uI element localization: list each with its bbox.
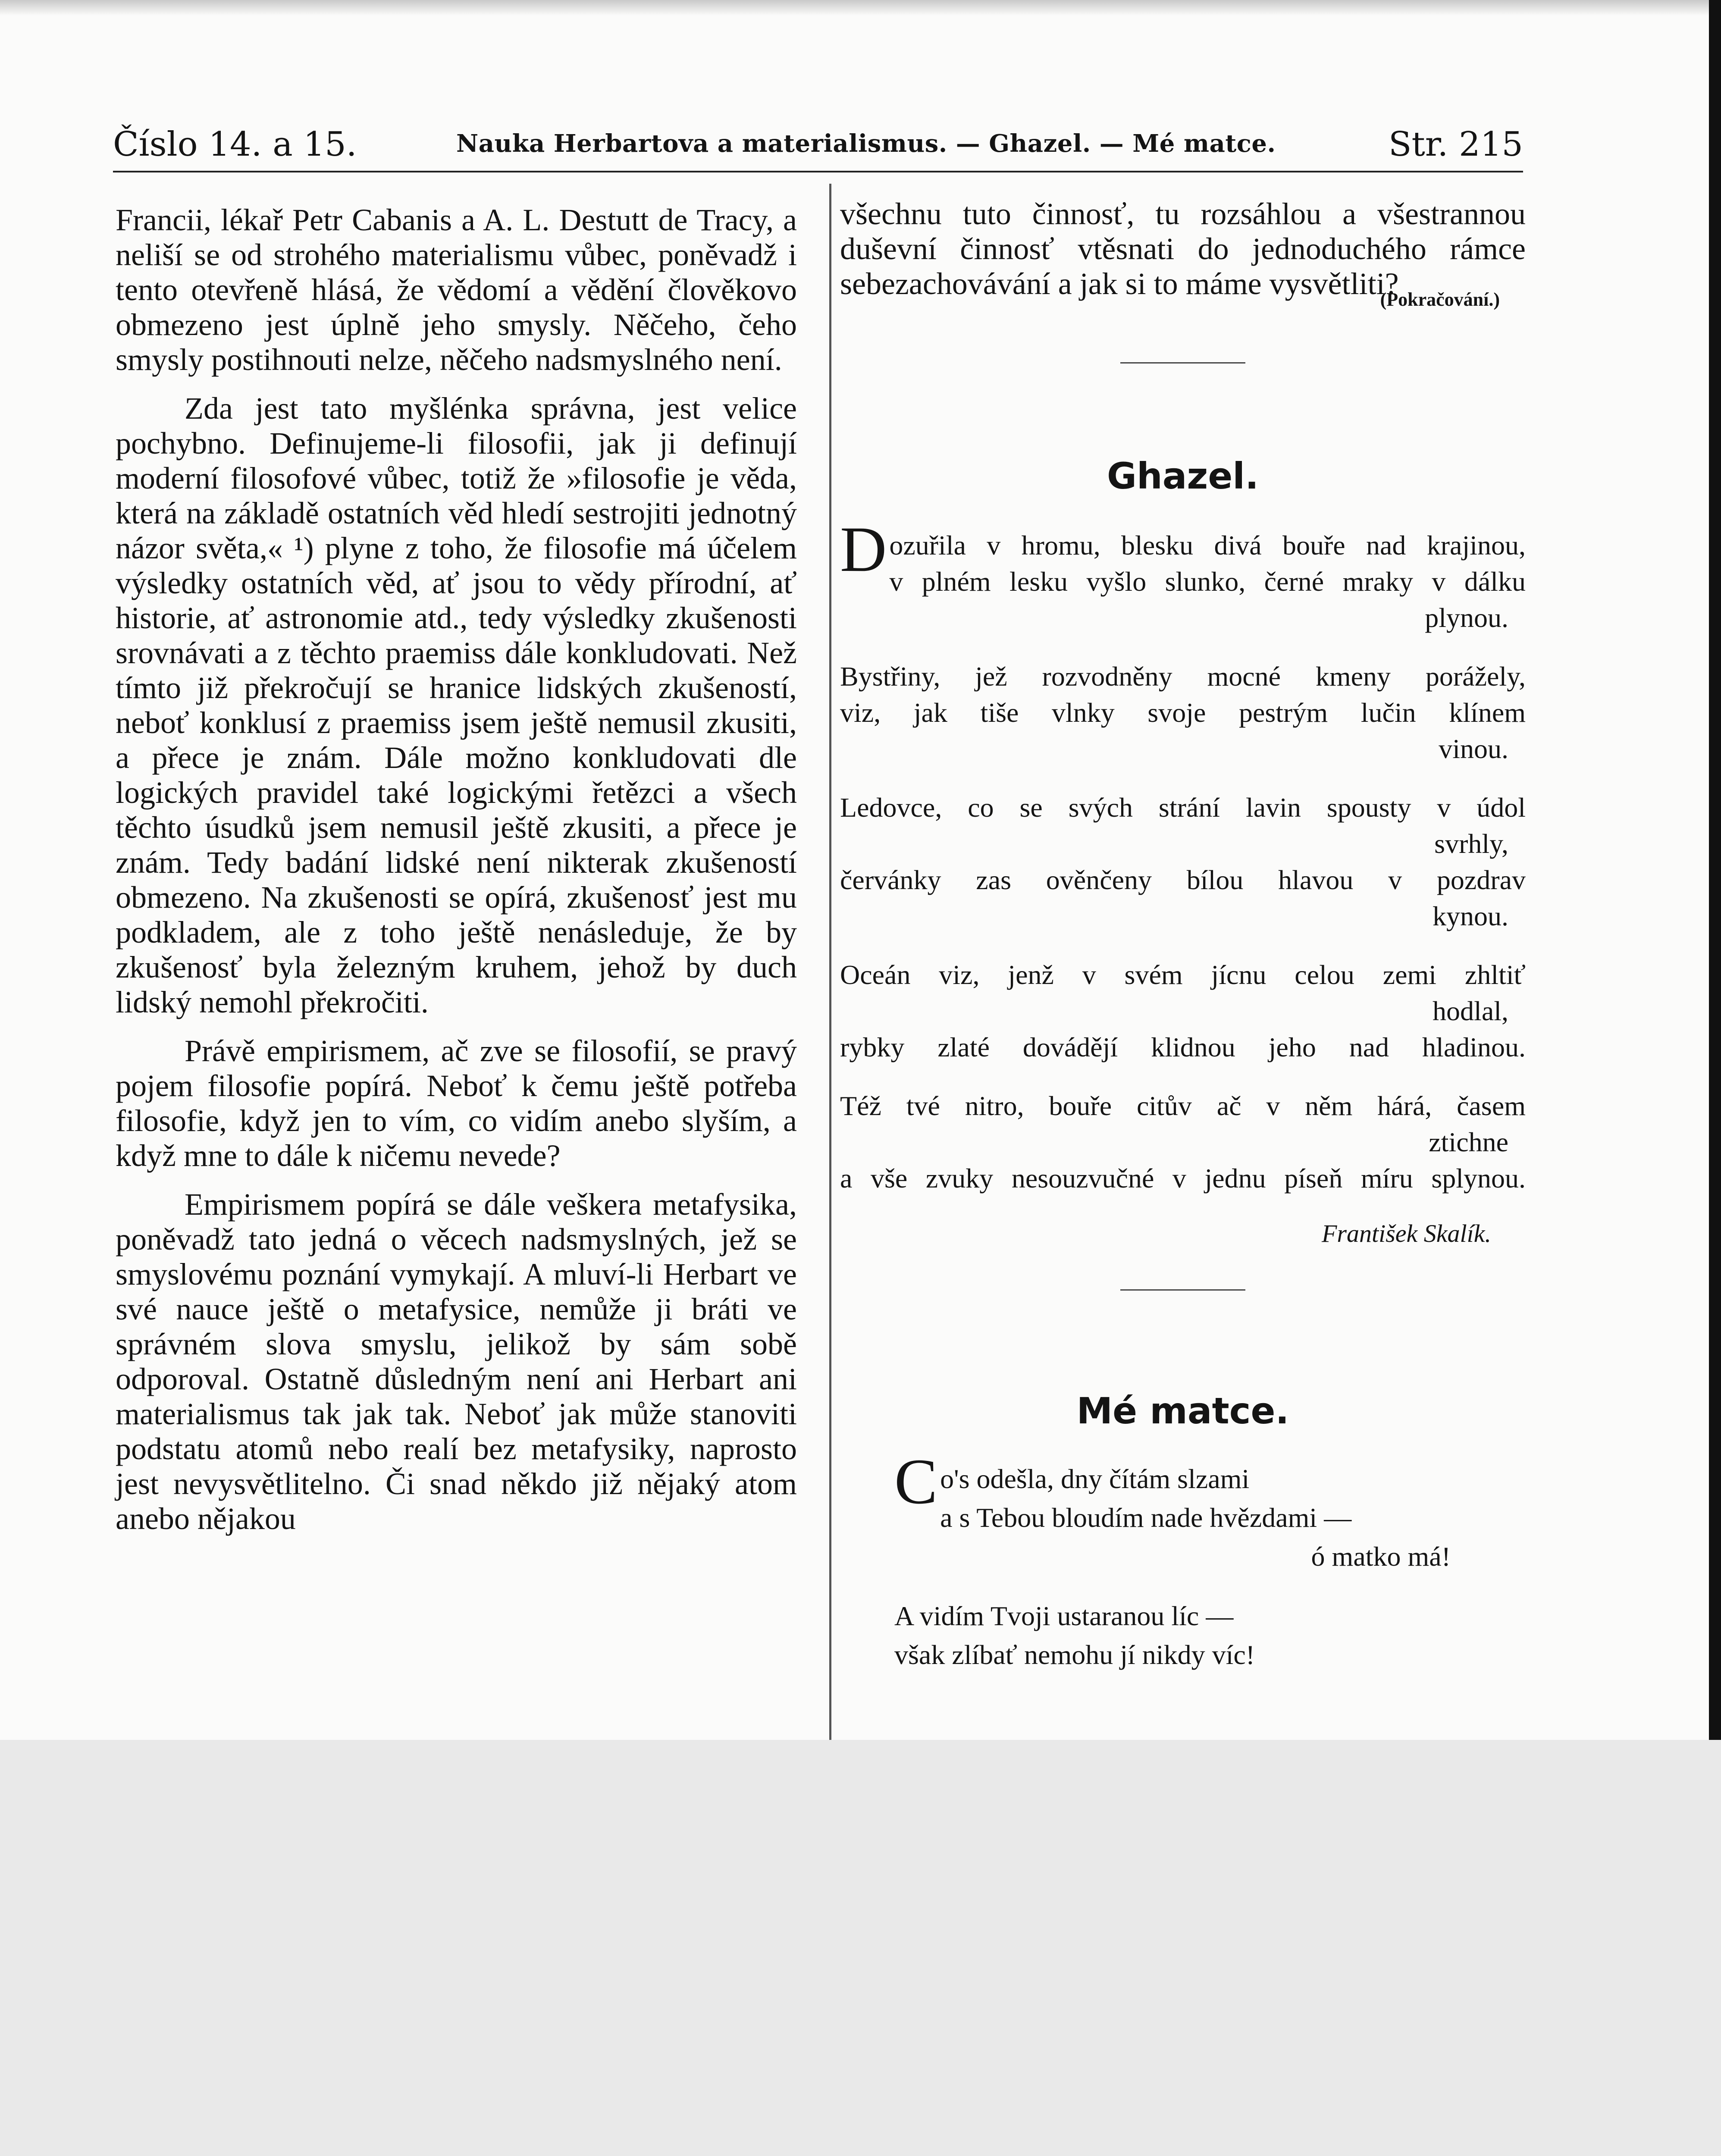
paragraph: Právě empirismem, ač zve se filosofií, se pravý pojem filosofie popírá. Neboť k čemu ještě potřeba filosofie, když jen to vím, co vidím anebo slyším, a když mne to dále k ničemu nevede? (116, 1034, 797, 1173)
poem-line: červánky zas ověnčeny bílou hlavou v pozdrav (840, 865, 1526, 895)
stanza (840, 1088, 1526, 1197)
paragraph: Zda jest tato myšlénka správna, jest velice pochybno. Definujeme-li filosofii, jak ji definují moderní filosofové vůbec, totiž že »filosofie je věda, která na základě ostatních věd hledí sestrojiti jednotný názor světa,« ¹) plyne z toho, že filosofie má účelem výsledky ostatních věd, ať jsou to vědy přírodní, ať historie, ať astronomie atd., tedy výsledky zkušenosti srovnávati a z těchto praemiss dále konkludovati. Než tímto již překročují se hranice lidských zkušeností, neboť konklusí z praemiss jsem ještě nemusil zkusiti, a přece je znám. Dále možno konkludovati dle logických pravidel také logickými řetězci a všech těchto úsudků jsem nemusil ještě zkusiti, a přece je znám. Tedy badání lidské není nikterak zkušeností obmezeno. Na zkušenosti se opírá, zkušenosť jest mu podkladem, ale z toho ještě nenásleduje, že by zkušenosť byla železným kruhem, jehož by duch lidský nemohl překročiti. (116, 391, 797, 1019)
column-divider (829, 184, 831, 1740)
scan-shadow-top (0, 0, 1721, 16)
poem-line: však zlíbať nemohu jí nikdy víc! (894, 1639, 1255, 1670)
poem-line: Bystřiny, jež rozvodněny mocné kmeny porážely, (840, 661, 1526, 692)
continued-note: (Pokračování.) (1380, 289, 1500, 310)
stanza (840, 514, 1526, 636)
drop-cap: D (840, 514, 887, 585)
stanza (840, 790, 1526, 934)
section-separator (1120, 362, 1245, 364)
stanza (894, 1446, 1451, 1576)
page-number: Str. 215 (1389, 125, 1523, 164)
poem-line: Oceán viz, jenž v svém jícnu celou zemi zhltiť (840, 959, 1526, 990)
paragraph: Francii, lékař Petr Cabanis a A. L. Destutt de Tracy, a neliší se od strohého materialismu vůbec, poněvadž i tento otevřeně hlásá, že vědomí a vědění člověkovo obmezeno jest úplně jeho smysly. Něčeho, čeho smysly postihnouti nelze, něčeho nadsmyslného není. (116, 203, 797, 377)
poem-me-matce (840, 1446, 1451, 1674)
scan-border-right (1709, 0, 1721, 1740)
poem-line: viz, jak tiše vlnky svoje pestrým lučin klínem (840, 697, 1526, 728)
poem-title-me-matce: Mé matce. (1076, 1390, 1289, 1432)
poem-author: František Skalík. (1321, 1219, 1491, 1247)
poem-line: hodlal, (1433, 996, 1508, 1026)
poem-line: Též tvé nitro, bouře citův ač v něm hárá, časem (840, 1091, 1526, 1121)
paragraph: Empirismem popírá se dále veškera metafysika, poněvadž tato jedná o věcech nadsmyslných, jež se smyslovému poznání vymykají. A mluví-li Herbart ve své nauce ještě o metafysice, nemůže ji bráti ve správném slova smyslu, jelikož by sám sobě odporoval. Ostatně důsledným není ani Herbart ani materialismus tak jak tak. Neboť jak může stanoviti podstatu atomů nebo realí bez metafysiky, naprosto jest nevysvětlitelno. Či snad někdo již nějaký atom anebo nějakou (116, 1187, 797, 1536)
stanza (894, 1597, 1451, 1674)
drop-cap: C (894, 1446, 938, 1517)
poem-line: plynou. (1425, 602, 1508, 633)
running-header (113, 125, 1523, 172)
poem-line: kynou. (1433, 901, 1508, 931)
poem-line: svrhly, (1434, 828, 1508, 859)
right-column (840, 197, 1526, 1695)
left-column (116, 203, 797, 1550)
poem-title-ghazel: Ghazel. (1107, 455, 1259, 497)
poem-line: Ledovce, co se svých strání lavin spousty v údol (840, 792, 1526, 823)
issue-number: Číslo 14. a 15. (113, 125, 357, 164)
poem-line: v plném lesku vyšlo slunko, černé mraky v dálku (889, 566, 1526, 597)
poem-line: vinou. (1439, 733, 1508, 764)
poem-line: ó matko má! (1311, 1541, 1451, 1572)
stanza (840, 957, 1526, 1065)
poem-ghazel (840, 514, 1526, 1248)
poem-line: ztichne (1429, 1127, 1508, 1157)
poem-line: a vše zvuky nesouzvučné v jednu píseň míru splynou. (840, 1163, 1526, 1194)
poem-line: rybky zlaté dovádějí klidnou jeho nad hladinou. (840, 1032, 1526, 1062)
stanza (840, 658, 1526, 767)
header-titles: Nauka Herbartova a materialismus. — Ghazel. — Mé matce. (456, 129, 1276, 158)
header-rule (113, 171, 1523, 172)
poem-line: a s Tebou bloudím nade hvězdami — (940, 1502, 1352, 1533)
poem-line: Co's odešla, dny čítám slzami (894, 1446, 1250, 1517)
section-separator (1120, 1289, 1245, 1291)
poem-line: A vidím Tvoji ustaranou líc — (894, 1601, 1234, 1631)
continued-paragraph: všechnu tuto činnosť, tu rozsáhlou a všestrannou duševní činnosť vtěsnati do jednoduchého rámce sebezachovávání a jak si to máme vysvětliti? (840, 197, 1526, 301)
poem-line: Dozuřila v hromu, blesku divá bouře nad krajinou, (840, 514, 1526, 585)
